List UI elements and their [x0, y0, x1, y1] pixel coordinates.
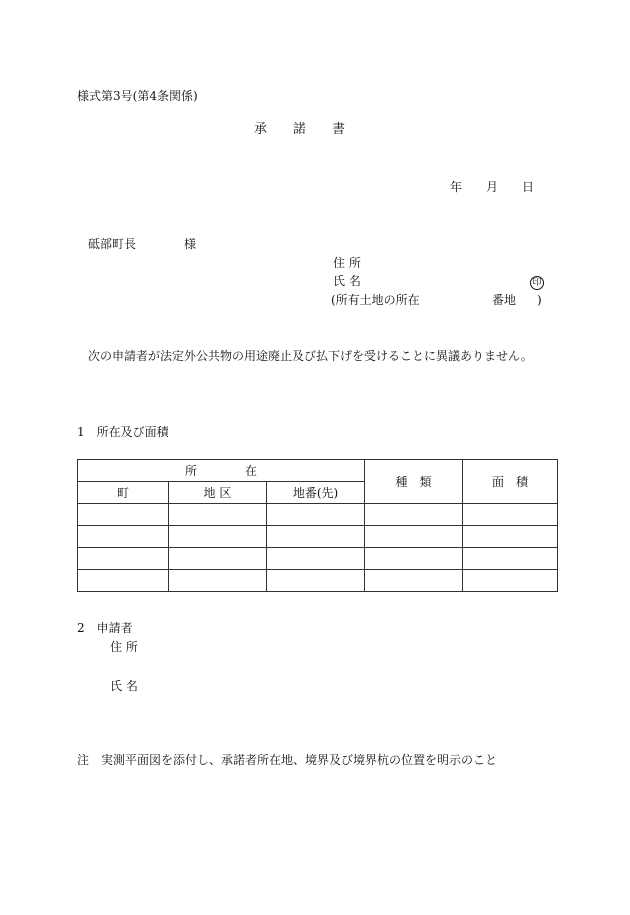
section1-heading: 1 所在及び面積 — [77, 425, 169, 439]
town-header: 町 — [78, 482, 169, 504]
table-cell — [78, 526, 169, 548]
table-cell — [267, 526, 365, 548]
table-cell — [169, 526, 267, 548]
table-row — [78, 570, 558, 592]
table-cell — [78, 570, 169, 592]
applicant-address-label: 住 所 — [110, 640, 138, 654]
table-cell — [463, 504, 558, 526]
table-cell — [169, 548, 267, 570]
section2-heading: 2 申請者 — [77, 621, 133, 635]
table-cell — [365, 526, 463, 548]
seal-mark: 印 — [530, 276, 544, 290]
form-number: 様式第3号(第4条関係) — [77, 89, 198, 103]
table-cell — [463, 526, 558, 548]
land-location-close: ) — [537, 293, 542, 307]
table-cell — [267, 570, 365, 592]
consenter-address-label: 住 所 — [333, 256, 361, 270]
table-cell — [169, 570, 267, 592]
land-location-label: (所有土地の所在 — [331, 293, 420, 307]
location-area-table — [77, 459, 558, 592]
lot-number-header: 地番(先) — [267, 482, 365, 504]
banchi-label: 番地 — [492, 293, 517, 307]
date-line: 年 月 日 — [450, 180, 535, 194]
area-header: 面 積 — [463, 460, 558, 504]
table-cell — [365, 548, 463, 570]
table-cell — [78, 504, 169, 526]
applicant-name-label: 氏 名 — [110, 679, 138, 693]
table-row — [78, 548, 558, 570]
consenter-name-label: 氏 名 — [333, 274, 361, 288]
addressee: 砥部町長 様 — [88, 237, 197, 251]
table-cell — [267, 504, 365, 526]
footnote: 注 実測平面図を添付し、承諾者所在地、境界及び境界杭の位置を明示のこと — [77, 753, 498, 767]
table-cell — [78, 548, 169, 570]
district-header: 地 区 — [169, 482, 267, 504]
table-cell — [463, 570, 558, 592]
seal-icon — [530, 274, 544, 290]
location-header: 所 在 — [78, 460, 365, 482]
table-cell — [463, 548, 558, 570]
consent-statement: 次の申請者が法定外公共物の用途廃止及び払下げを受けることに異議ありません。 — [88, 349, 533, 363]
table-cell — [365, 504, 463, 526]
table-row — [78, 504, 558, 526]
table-cell — [267, 548, 365, 570]
table-cell — [365, 570, 463, 592]
document-title: 承 諾 書 — [254, 122, 346, 137]
type-header: 種 類 — [365, 460, 463, 504]
table-cell — [169, 504, 267, 526]
table-row — [78, 526, 558, 548]
